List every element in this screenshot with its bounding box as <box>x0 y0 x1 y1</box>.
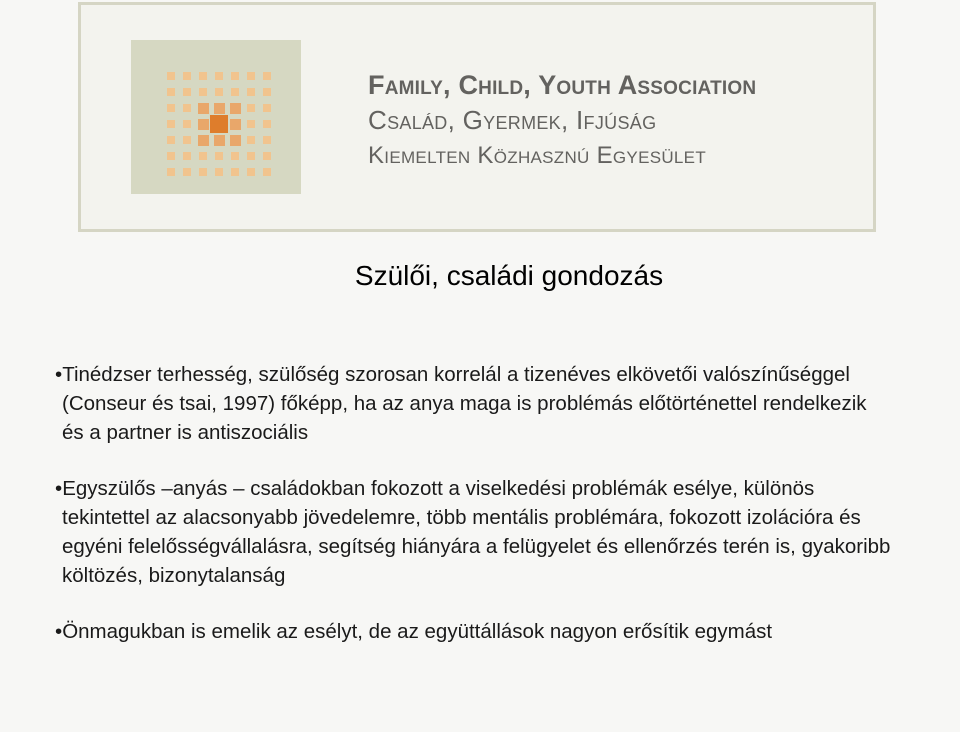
bullet-text: Tinédzser terhesség, szülőség szorosan korrelál a tizenéves elkövetői valószínűséggel (Conseur és tsai, 1997) főképp, ha az anya maga is problémás előtörténettel rendelkezik és a partner is antiszociális <box>62 363 867 444</box>
org-name-hungarian: Család, Gyermek, Ifjúság <box>368 105 657 135</box>
logo-dot <box>183 120 191 128</box>
logo-dot <box>215 152 223 160</box>
logo-dot <box>247 136 255 144</box>
logo-dot <box>263 104 271 112</box>
org-name-english: Family, Child, Youth Association <box>368 70 757 100</box>
logo-dot <box>214 103 225 114</box>
logo-dot <box>263 88 271 96</box>
logo-dot <box>263 136 271 144</box>
bullet-text: Egyszülős –anyás – családokban fokozott a viselkedési problémák esélye, különös tekintettel az alacsonyabb jövedelemre, több mentális problémára, fokozott izolációra és egyéni felelősségvállalásra, segítség hiányára a felügyelet és ellenőrzés terén is, gyakoribb költözés, bizonytalanság <box>62 477 891 587</box>
bullet-marker: • <box>55 477 63 500</box>
logo-dot <box>183 72 191 80</box>
logo-dot <box>199 168 207 176</box>
logo-dot <box>230 103 241 114</box>
org-status: Kiemelten Közhasznú Egyesület <box>368 142 707 169</box>
logo-dot <box>167 136 175 144</box>
org-name-block <box>368 70 756 174</box>
logo-dot <box>198 135 209 146</box>
logo-dot <box>215 88 223 96</box>
logo-dot <box>247 104 255 112</box>
association-logo <box>131 40 301 194</box>
bullet-item <box>55 474 892 590</box>
logo-dot <box>215 168 223 176</box>
logo-dot <box>231 88 239 96</box>
logo-dot <box>263 72 271 80</box>
bullet-item <box>55 617 892 646</box>
logo-dot <box>263 152 271 160</box>
logo-dot <box>247 72 255 80</box>
logo-dot <box>263 168 271 176</box>
logo-dot <box>230 119 241 130</box>
logo-dot <box>199 88 207 96</box>
logo-dot <box>215 72 223 80</box>
logo-dot <box>167 152 175 160</box>
slide-title: Szülői, családi gondozás <box>354 260 664 291</box>
logo-dot <box>183 168 191 176</box>
logo-dot <box>183 136 191 144</box>
logo-dot <box>231 168 239 176</box>
logo-dot <box>167 120 175 128</box>
logo-dot <box>230 135 241 146</box>
logo-dot <box>167 104 175 112</box>
logo-dot <box>183 88 191 96</box>
logo-dot <box>247 120 255 128</box>
bullet-marker: • <box>55 363 63 386</box>
logo-dot <box>167 168 175 176</box>
logo-dot <box>167 72 175 80</box>
logo-dot <box>199 72 207 80</box>
logo-dot <box>183 104 191 112</box>
logo-dot <box>231 72 239 80</box>
bullet-item <box>55 360 892 447</box>
logo-dot <box>210 115 228 133</box>
bullet-marker: • <box>55 620 63 643</box>
logo-dot <box>247 152 255 160</box>
logo-dot <box>198 103 209 114</box>
logo-dot <box>183 152 191 160</box>
logo-dot <box>198 119 209 130</box>
bullet-list <box>55 360 892 673</box>
bullet-text: Önmagukban is emelik az esélyt, de az együttállások nagyon erősítik egymást <box>62 620 773 643</box>
logo-dot <box>247 88 255 96</box>
logo-dot <box>167 88 175 96</box>
logo-dot <box>199 152 207 160</box>
logo-dot <box>263 120 271 128</box>
logo-dot <box>231 152 239 160</box>
logo-dot <box>214 135 225 146</box>
logo-dot <box>247 168 255 176</box>
